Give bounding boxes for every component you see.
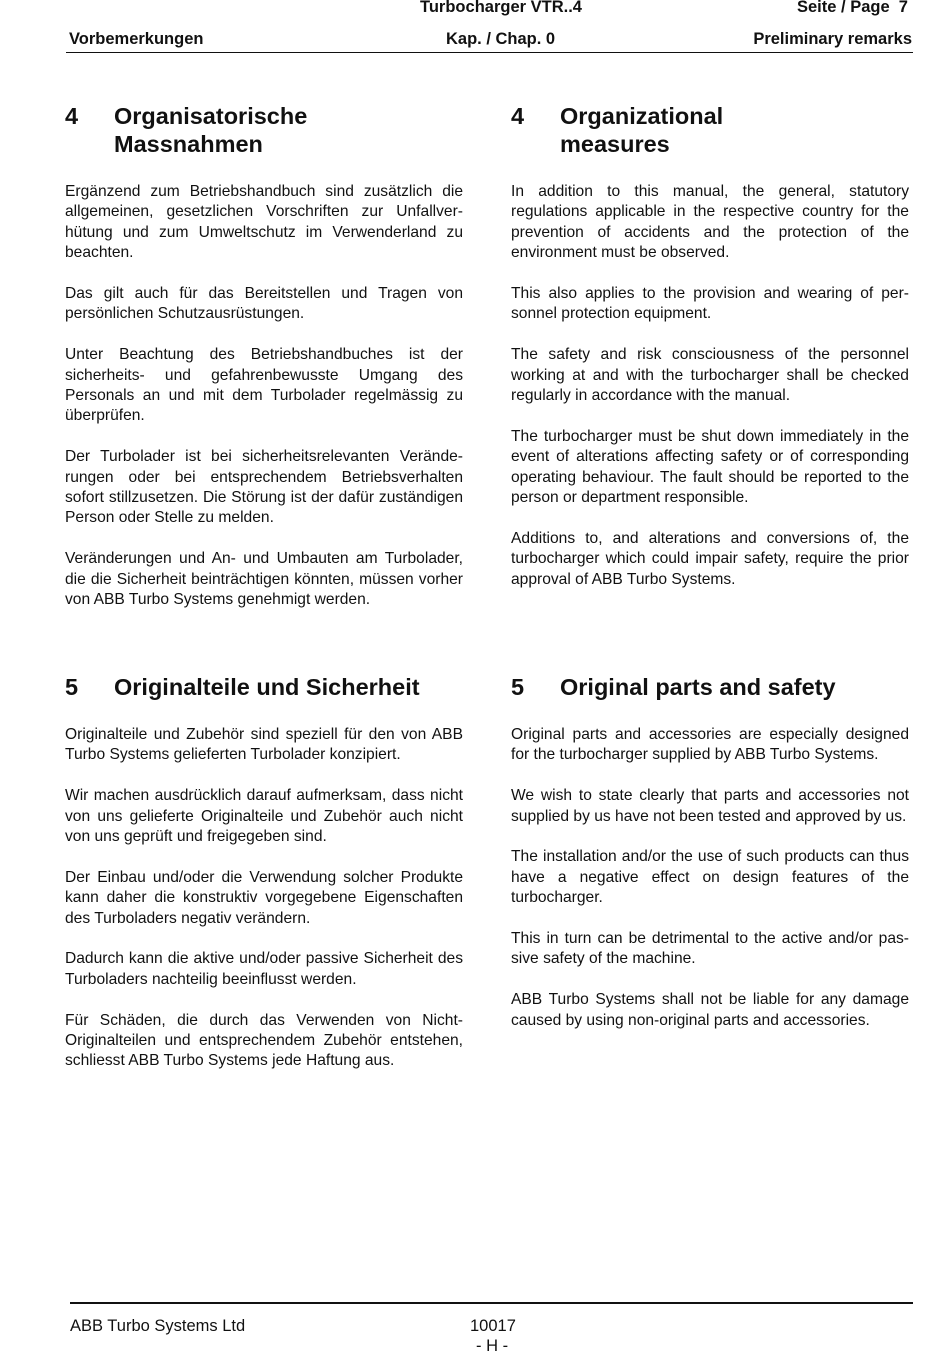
paragraph: This also applies to the provision and wearing of personnel protection equipment.	[511, 285, 909, 323]
section-4-german	[65, 102, 463, 631]
paragraph: Der Einbau und/oder die Verwendung solcher Produkte kann daher die konstruktiv vorgegebene Eigenschaften des Turboladers negativ verändern.	[65, 868, 463, 927]
footer-revision: - H -	[476, 1337, 509, 1355]
section-number: 5	[65, 674, 79, 700]
section-title: Originalteile und Sicherheit	[114, 674, 420, 700]
paragraph: Ergänzend zum Betriebshandbuch sind zusätzlich die allgemeinen, gesetzlichen Vorschriften zur Unfallverhütung und zum Umweltschutz im Verwenderland zu beachten.	[65, 183, 463, 262]
section-number: 4	[65, 103, 79, 129]
section-number: 5	[511, 674, 525, 700]
footer-rule	[70, 1302, 913, 1304]
paragraph: In addition to this manual, the general, statutory regulations applicable in the respective country for the prevention of accidents and the protection of the environment must be observed.	[511, 183, 909, 262]
section-number: 4	[511, 103, 525, 129]
header-section-en: Preliminary remarks	[753, 30, 912, 48]
header-rule	[66, 52, 913, 53]
paragraph: Das gilt auch für das Bereitstellen und Tragen von persönlichen Schutzausrüstungen.	[65, 285, 463, 323]
section-4-heading-de	[65, 102, 463, 158]
section-title: Original parts and safety	[560, 674, 836, 700]
paragraph: We wish to state clearly that parts and accessories not supplied by us have not been tested and approved by us.	[511, 787, 909, 825]
paragraph: Original parts and accessories are especially designed for the turbocharger supplied by ABB Turbo Systems.	[511, 726, 909, 764]
section-5-german	[65, 673, 463, 1092]
section-5-heading-en	[511, 673, 909, 701]
header-chapter: Kap. / Chap. 0	[446, 30, 556, 48]
paragraph: Veränderungen und An- und Umbauten am Turbolader, die die Sicherheit beinträchtigen könnten, müssen vorher von ABB Turbo Systems genehmigt werden.	[65, 550, 463, 609]
paragraph: The turbocharger must be shut down immediately in the event of alterations affecting safety or of corresponding operating behaviour. The fault should be reported to the person or department responsible.	[511, 427, 909, 507]
section-4-english	[511, 102, 909, 610]
paragraph: This in turn can be detrimental to the active and/or passive safety of the machine.	[511, 930, 909, 968]
paragraph: Wir machen ausdrücklich darauf aufmerksam, dass nicht von uns gelieferte Originalteile und Zubehör auch nicht von uns geprüft und freigegeben sind.	[65, 787, 463, 846]
section-5-heading-de	[65, 673, 463, 701]
paragraph: Unter Beachtung des Betriebshandbuches ist der sicherheits- und gefahrenbewusste Umgang des Personals an und mit dem Turbolader regelmässig zu überprüfen.	[65, 346, 463, 425]
paragraph: Dadurch kann die aktive und/oder passive Sicherheit des Turboladers nachteilig beeinflusst werden.	[65, 950, 463, 988]
abb-logo	[836, 1332, 912, 1366]
footer-company: ABB Turbo Systems Ltd	[70, 1317, 246, 1335]
section-title-line: Organizational	[560, 103, 724, 129]
paragraph: The installation and/or the use of such products can thus have a negative effect on design features of the turbocharger.	[511, 848, 909, 907]
paragraph: Originalteile und Zubehör sind speziell für den von ABB Turbo Systems gelieferten Turbolader konzipiert.	[65, 726, 463, 764]
paragraph: The safety and risk consciousness of the personnel working at and with the turbocharger shall be checked regularly in accordance with the manual.	[511, 346, 909, 405]
section-title-line: Massnahmen	[114, 131, 263, 157]
paragraph: Der Turbolader ist bei sicherheitsrelevanten Veränderungen oder bei entsprechendem Betriebsverhalten sofort stillzusetzen. Die Störung ist der dafür zuständigen Person oder Stelle zu melden.	[65, 448, 463, 527]
footer-document-number: 10017	[470, 1317, 516, 1335]
page-number: Seite / Page 7	[797, 0, 908, 16]
section-4-heading-en	[511, 102, 909, 158]
paragraph: ABB Turbo Systems shall not be liable for any damage caused by using non-original parts and accessories.	[511, 991, 909, 1029]
header-section-de: Vorbemerkungen	[69, 30, 204, 48]
paragraph: Für Schäden, die durch das Verwenden von Nicht-Originalteilen und entsprechendem Zubehör entstehen, schliesst ABB Turbo Systems jede Haftung aus.	[65, 1011, 463, 1070]
document-title: Turbocharger VTR..4	[420, 0, 582, 16]
paragraph: Additions to, and alterations and conversions of, the turbocharger which could impair safety, require the prior approval of ABB Turbo Systems.	[511, 529, 909, 588]
section-5-english	[511, 673, 909, 1051]
section-title-line: Organisatorische	[114, 103, 308, 129]
section-title-line: measures	[560, 131, 670, 157]
